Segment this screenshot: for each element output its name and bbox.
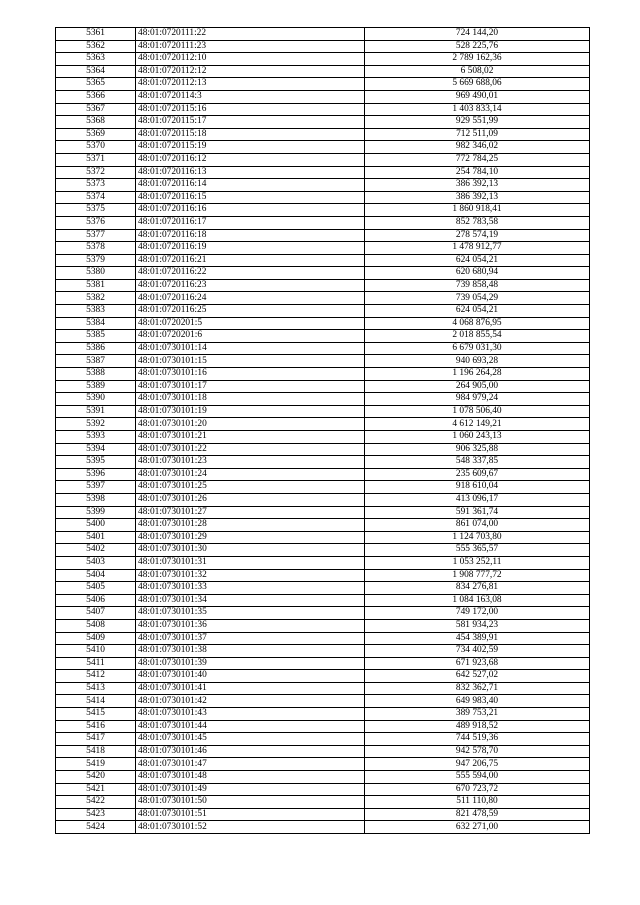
- cadastral-value-cell: 454 389,91: [365, 632, 590, 645]
- row-number-cell: 5401: [56, 531, 136, 544]
- cadastral-value-cell: 724 144,20: [365, 28, 590, 41]
- cadastral-value-cell: 581 934,23: [365, 619, 590, 632]
- cadastral-number-cell: 48:01:0730101:28: [136, 519, 365, 532]
- cadastral-number-cell: 48:01:0720111:23: [136, 40, 365, 53]
- table-row: [56, 569, 590, 582]
- cadastral-value-cell: 852 783,58: [365, 216, 590, 229]
- cadastral-number-cell: 48:01:0720116:25: [136, 305, 365, 318]
- row-number-cell: 5361: [56, 28, 136, 41]
- cadastral-number-cell: 48:01:0720116:12: [136, 153, 365, 166]
- cadastral-number-cell: 48:01:0720116:22: [136, 267, 365, 280]
- cadastral-number-cell: 48:01:0730101:36: [136, 619, 365, 632]
- table-row: [56, 267, 590, 280]
- row-number-cell: 5416: [56, 720, 136, 733]
- row-number-cell: 5364: [56, 65, 136, 78]
- cadastral-value-cell: 1 908 777,72: [365, 569, 590, 582]
- row-number-cell: 5371: [56, 153, 136, 166]
- row-number-cell: 5400: [56, 519, 136, 532]
- row-number-cell: 5365: [56, 78, 136, 91]
- table-row: [56, 506, 590, 519]
- table-row: [56, 519, 590, 532]
- cadastral-value-cell: 5 669 688,06: [365, 78, 590, 91]
- row-number-cell: 5422: [56, 796, 136, 809]
- table-row: [56, 90, 590, 103]
- cadastral-value-cell: 591 361,74: [365, 506, 590, 519]
- cadastral-value-cell: 929 551,99: [365, 116, 590, 129]
- cadastral-number-cell: 48:01:0720115:17: [136, 116, 365, 129]
- table-row: [56, 405, 590, 418]
- table-row: [56, 808, 590, 821]
- cadastral-number-cell: 48:01:0730101:21: [136, 431, 365, 444]
- cadastral-number-cell: 48:01:0730101:34: [136, 594, 365, 607]
- cadastral-value-cell: 6 508,02: [365, 65, 590, 78]
- row-number-cell: 5375: [56, 204, 136, 217]
- row-number-cell: 5405: [56, 582, 136, 595]
- cadastral-number-cell: 48:01:0730101:39: [136, 657, 365, 670]
- table-row: [56, 468, 590, 481]
- table-row: [56, 619, 590, 632]
- table-row: [56, 431, 590, 444]
- row-number-cell: 5370: [56, 141, 136, 154]
- table-row: [56, 544, 590, 557]
- row-number-cell: 5374: [56, 191, 136, 204]
- row-number-cell: 5408: [56, 619, 136, 632]
- cadastral-number-cell: 48:01:0720116:21: [136, 254, 365, 267]
- cadastral-number-cell: 48:01:0720116:17: [136, 216, 365, 229]
- table-row: [56, 821, 590, 834]
- table-row: [56, 355, 590, 368]
- cadastral-number-cell: 48:01:0720112:13: [136, 78, 365, 91]
- row-number-cell: 5383: [56, 305, 136, 318]
- table-row: [56, 153, 590, 166]
- cadastral-number-cell: 48:01:0720115:19: [136, 141, 365, 154]
- row-number-cell: 5390: [56, 393, 136, 406]
- table-row: [56, 242, 590, 255]
- cadastral-number-cell: 48:01:0730101:29: [136, 531, 365, 544]
- cadastral-number-cell: 48:01:0720112:12: [136, 65, 365, 78]
- cadastral-value-cell: 2 018 855,54: [365, 330, 590, 343]
- row-number-cell: 5397: [56, 481, 136, 494]
- row-number-cell: 5388: [56, 368, 136, 381]
- table-row: [56, 531, 590, 544]
- row-number-cell: 5393: [56, 431, 136, 444]
- cadastral-value-cell: 670 723,72: [365, 783, 590, 796]
- table-row: [56, 179, 590, 192]
- table-row: [56, 380, 590, 393]
- table-row: [56, 166, 590, 179]
- cadastral-value-cell: 861 074,00: [365, 519, 590, 532]
- cadastral-value-cell: 254 784,10: [365, 166, 590, 179]
- cadastral-value-cell: 6 679 031,30: [365, 342, 590, 355]
- cadastral-number-cell: 48:01:0730101:35: [136, 607, 365, 620]
- table-row: [56, 594, 590, 607]
- cadastral-number-cell: 48:01:0730101:32: [136, 569, 365, 582]
- cadastral-number-cell: 48:01:0720112:10: [136, 53, 365, 66]
- row-number-cell: 5382: [56, 292, 136, 305]
- cadastral-value-cell: 671 923,68: [365, 657, 590, 670]
- cadastral-value-cell: 235 609,67: [365, 468, 590, 481]
- row-number-cell: 5384: [56, 317, 136, 330]
- cadastral-value-cell: 906 325,88: [365, 443, 590, 456]
- row-number-cell: 5381: [56, 279, 136, 292]
- table-row: [56, 582, 590, 595]
- row-number-cell: 5413: [56, 682, 136, 695]
- row-number-cell: 5418: [56, 745, 136, 758]
- cadastral-value-cell: 832 362,71: [365, 682, 590, 695]
- cadastral-value-cell: 918 610,04: [365, 481, 590, 494]
- row-number-cell: 5379: [56, 254, 136, 267]
- cadastral-number-cell: 48:01:0730101:16: [136, 368, 365, 381]
- cadastral-value-cell: 982 346,02: [365, 141, 590, 154]
- row-number-cell: 5363: [56, 53, 136, 66]
- table-row: [56, 720, 590, 733]
- cadastral-number-cell: 48:01:0720116:19: [136, 242, 365, 255]
- table-row: [56, 708, 590, 721]
- cadastral-number-cell: 48:01:0730101:25: [136, 481, 365, 494]
- table-row: [56, 607, 590, 620]
- row-number-cell: 5398: [56, 493, 136, 506]
- table-row: [56, 342, 590, 355]
- cadastral-number-cell: 48:01:0730101:52: [136, 821, 365, 834]
- table-row: [56, 657, 590, 670]
- cadastral-value-cell: 942 578,70: [365, 745, 590, 758]
- cadastral-number-cell: 48:01:0720201:6: [136, 330, 365, 343]
- row-number-cell: 5389: [56, 380, 136, 393]
- row-number-cell: 5417: [56, 733, 136, 746]
- row-number-cell: 5409: [56, 632, 136, 645]
- table-row: [56, 733, 590, 746]
- table-row: [56, 682, 590, 695]
- cadastral-value-cell: 642 527,02: [365, 670, 590, 683]
- cadastral-value-cell: 4 068 876,95: [365, 317, 590, 330]
- cadastral-number-cell: 48:01:0730101:20: [136, 418, 365, 431]
- row-number-cell: 5421: [56, 783, 136, 796]
- cadastral-value-table: [55, 27, 590, 834]
- cadastral-value-cell: 555 594,00: [365, 771, 590, 784]
- cadastral-value-cell: 624 054,21: [365, 254, 590, 267]
- row-number-cell: 5404: [56, 569, 136, 582]
- cadastral-value-cell: 413 096,17: [365, 493, 590, 506]
- row-number-cell: 5423: [56, 808, 136, 821]
- row-number-cell: 5378: [56, 242, 136, 255]
- cadastral-number-cell: 48:01:0730101:33: [136, 582, 365, 595]
- table-row: [56, 632, 590, 645]
- table-row: [56, 292, 590, 305]
- table-row: [56, 418, 590, 431]
- cadastral-value-cell: 389 753,21: [365, 708, 590, 721]
- row-number-cell: 5376: [56, 216, 136, 229]
- table-row: [56, 78, 590, 91]
- table-row: [56, 556, 590, 569]
- table-row: [56, 645, 590, 658]
- row-number-cell: 5380: [56, 267, 136, 280]
- cadastral-value-cell: 632 271,00: [365, 821, 590, 834]
- cadastral-number-cell: 48:01:0720115:18: [136, 128, 365, 141]
- table-row: [56, 229, 590, 242]
- table-row: [56, 216, 590, 229]
- cadastral-number-cell: 48:01:0730101:27: [136, 506, 365, 519]
- row-number-cell: 5377: [56, 229, 136, 242]
- table-row: [56, 53, 590, 66]
- cadastral-number-cell: 48:01:0730101:15: [136, 355, 365, 368]
- row-number-cell: 5362: [56, 40, 136, 53]
- cadastral-number-cell: 48:01:0730101:48: [136, 771, 365, 784]
- table-row: [56, 116, 590, 129]
- cadastral-value-cell: 940 693,28: [365, 355, 590, 368]
- cadastral-value-cell: 712 511,09: [365, 128, 590, 141]
- row-number-cell: 5394: [56, 443, 136, 456]
- cadastral-number-cell: 48:01:0730101:23: [136, 456, 365, 469]
- table-row: [56, 670, 590, 683]
- cadastral-number-cell: 48:01:0720116:24: [136, 292, 365, 305]
- table-row: [56, 368, 590, 381]
- cadastral-value-cell: 548 337,85: [365, 456, 590, 469]
- cadastral-value-cell: 264 905,00: [365, 380, 590, 393]
- table-row: [56, 305, 590, 318]
- table-row: [56, 279, 590, 292]
- cadastral-number-cell: 48:01:0730101:49: [136, 783, 365, 796]
- cadastral-number-cell: 48:01:0730101:24: [136, 468, 365, 481]
- cadastral-value-cell: 528 225,76: [365, 40, 590, 53]
- cadastral-value-cell: 1 060 243,13: [365, 431, 590, 444]
- table-row: [56, 481, 590, 494]
- row-number-cell: 5367: [56, 103, 136, 116]
- cadastral-number-cell: 48:01:0730101:30: [136, 544, 365, 557]
- cadastral-number-cell: 48:01:0730101:43: [136, 708, 365, 721]
- cadastral-number-cell: 48:01:0730101:17: [136, 380, 365, 393]
- cadastral-value-cell: 739 858,48: [365, 279, 590, 292]
- row-number-cell: 5411: [56, 657, 136, 670]
- table-row: [56, 317, 590, 330]
- cadastral-value-cell: 744 519,36: [365, 733, 590, 746]
- table-row: [56, 330, 590, 343]
- row-number-cell: 5366: [56, 90, 136, 103]
- table-body: [56, 28, 590, 834]
- cadastral-number-cell: 48:01:0730101:42: [136, 695, 365, 708]
- table-row: [56, 695, 590, 708]
- row-number-cell: 5407: [56, 607, 136, 620]
- cadastral-value-cell: 772 784,25: [365, 153, 590, 166]
- cadastral-value-cell: 489 918,52: [365, 720, 590, 733]
- row-number-cell: 5419: [56, 758, 136, 771]
- cadastral-number-cell: 48:01:0730101:26: [136, 493, 365, 506]
- cadastral-number-cell: 48:01:0730101:41: [136, 682, 365, 695]
- row-number-cell: 5396: [56, 468, 136, 481]
- row-number-cell: 5386: [56, 342, 136, 355]
- cadastral-number-cell: 48:01:0720116:16: [136, 204, 365, 217]
- cadastral-value-cell: 1 478 912,77: [365, 242, 590, 255]
- cadastral-number-cell: 48:01:0730101:14: [136, 342, 365, 355]
- table-row: [56, 141, 590, 154]
- cadastral-number-cell: 48:01:0730101:44: [136, 720, 365, 733]
- cadastral-value-cell: 624 054,21: [365, 305, 590, 318]
- cadastral-value-cell: 734 402,59: [365, 645, 590, 658]
- cadastral-number-cell: 48:01:0720114:3: [136, 90, 365, 103]
- table-row: [56, 745, 590, 758]
- cadastral-value-cell: 947 206,75: [365, 758, 590, 771]
- row-number-cell: 5415: [56, 708, 136, 721]
- cadastral-value-cell: 739 054,29: [365, 292, 590, 305]
- table-row: [56, 254, 590, 267]
- row-number-cell: 5399: [56, 506, 136, 519]
- cadastral-value-cell: 1 084 163,08: [365, 594, 590, 607]
- cadastral-number-cell: 48:01:0720116:23: [136, 279, 365, 292]
- table-row: [56, 65, 590, 78]
- row-number-cell: 5372: [56, 166, 136, 179]
- table-row: [56, 771, 590, 784]
- table-row: [56, 40, 590, 53]
- cadastral-number-cell: 48:01:0720201:5: [136, 317, 365, 330]
- table-row: [56, 103, 590, 116]
- table-row: [56, 758, 590, 771]
- cadastral-value-cell: 4 612 149,21: [365, 418, 590, 431]
- table-row: [56, 456, 590, 469]
- cadastral-number-cell: 48:01:0720116:14: [136, 179, 365, 192]
- cadastral-value-cell: 2 789 162,36: [365, 53, 590, 66]
- cadastral-number-cell: 48:01:0730101:22: [136, 443, 365, 456]
- cadastral-value-cell: 1 078 506,40: [365, 405, 590, 418]
- table-row: [56, 443, 590, 456]
- cadastral-number-cell: 48:01:0730101:40: [136, 670, 365, 683]
- cadastral-number-cell: 48:01:0720115:16: [136, 103, 365, 116]
- cadastral-number-cell: 48:01:0730101:47: [136, 758, 365, 771]
- cadastral-number-cell: 48:01:0720111:22: [136, 28, 365, 41]
- cadastral-value-cell: 1 403 833,14: [365, 103, 590, 116]
- cadastral-number-cell: 48:01:0730101:37: [136, 632, 365, 645]
- table-row: [56, 393, 590, 406]
- row-number-cell: 5424: [56, 821, 136, 834]
- cadastral-number-cell: 48:01:0720116:15: [136, 191, 365, 204]
- cadastral-number-cell: 48:01:0730101:46: [136, 745, 365, 758]
- cadastral-value-cell: 984 979,24: [365, 393, 590, 406]
- cadastral-value-cell: 649 983,40: [365, 695, 590, 708]
- cadastral-value-cell: 1 860 918,41: [365, 204, 590, 217]
- table-row: [56, 796, 590, 809]
- cadastral-number-cell: 48:01:0730101:31: [136, 556, 365, 569]
- cadastral-value-cell: 555 365,57: [365, 544, 590, 557]
- cadastral-number-cell: 48:01:0720116:13: [136, 166, 365, 179]
- cadastral-value-cell: 1 124 703,80: [365, 531, 590, 544]
- cadastral-number-cell: 48:01:0730101:38: [136, 645, 365, 658]
- cadastral-value-cell: 620 680,94: [365, 267, 590, 280]
- cadastral-number-cell: 48:01:0730101:51: [136, 808, 365, 821]
- cadastral-value-cell: 1 053 252,11: [365, 556, 590, 569]
- row-number-cell: 5391: [56, 405, 136, 418]
- cadastral-value-cell: 278 574,19: [365, 229, 590, 242]
- cadastral-number-cell: 48:01:0720116:18: [136, 229, 365, 242]
- row-number-cell: 5406: [56, 594, 136, 607]
- cadastral-number-cell: 48:01:0730101:18: [136, 393, 365, 406]
- row-number-cell: 5387: [56, 355, 136, 368]
- cadastral-value-cell: 511 110,80: [365, 796, 590, 809]
- cadastral-number-cell: 48:01:0730101:19: [136, 405, 365, 418]
- row-number-cell: 5392: [56, 418, 136, 431]
- table-row: [56, 28, 590, 41]
- row-number-cell: 5403: [56, 556, 136, 569]
- row-number-cell: 5402: [56, 544, 136, 557]
- row-number-cell: 5369: [56, 128, 136, 141]
- row-number-cell: 5368: [56, 116, 136, 129]
- cadastral-value-cell: 1 196 264,28: [365, 368, 590, 381]
- cadastral-value-cell: 969 490,01: [365, 90, 590, 103]
- row-number-cell: 5410: [56, 645, 136, 658]
- row-number-cell: 5412: [56, 670, 136, 683]
- cadastral-number-cell: 48:01:0730101:45: [136, 733, 365, 746]
- cadastral-value-cell: 749 172,00: [365, 607, 590, 620]
- cadastral-value-cell: 821 478,59: [365, 808, 590, 821]
- cadastral-number-cell: 48:01:0730101:50: [136, 796, 365, 809]
- table-row: [56, 493, 590, 506]
- table-row: [56, 128, 590, 141]
- row-number-cell: 5420: [56, 771, 136, 784]
- row-number-cell: 5373: [56, 179, 136, 192]
- cadastral-value-cell: 834 276,81: [365, 582, 590, 595]
- cadastral-value-cell: 386 392,13: [365, 191, 590, 204]
- table-row: [56, 204, 590, 217]
- table-row: [56, 191, 590, 204]
- cadastral-value-cell: 386 392,13: [365, 179, 590, 192]
- row-number-cell: 5414: [56, 695, 136, 708]
- row-number-cell: 5385: [56, 330, 136, 343]
- table-row: [56, 783, 590, 796]
- row-number-cell: 5395: [56, 456, 136, 469]
